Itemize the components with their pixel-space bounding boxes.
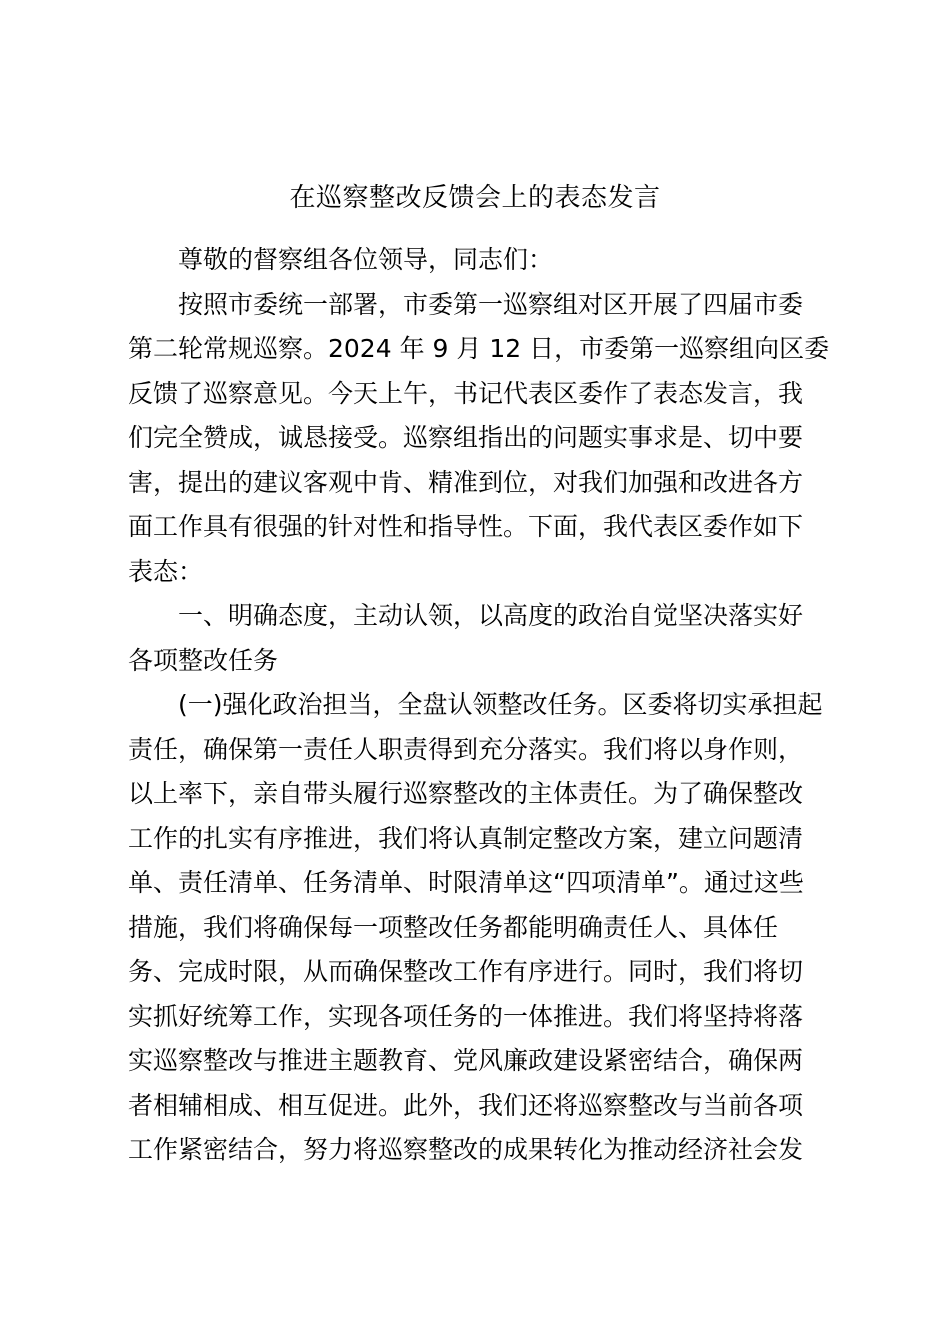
paragraph-line: 第二轮常规巡察。2024 年 9 月 12 日，市委第一巡察组向区委 bbox=[128, 334, 830, 363]
document-title: 在巡察整改反馈会上的表态发言 bbox=[289, 183, 661, 213]
paragraph-line: 反馈了巡察意见。今天上午，书记代表区委作了表态发言，我 bbox=[128, 378, 804, 408]
subsection-line: 以上率下，亲自带头履行巡察整改的主体责任。为了确保整改 bbox=[128, 779, 804, 808]
paragraph-line: 表态： bbox=[128, 556, 204, 586]
subsection-line: 责任，确保第一责任人职责得到充分落实。我们将以身作则， bbox=[128, 734, 804, 764]
paragraph-line: 们完全赞成，诚恳接受。巡察组指出的问题实事求是、切中要 bbox=[128, 423, 804, 452]
subsection-line: 实巡察整改与推进主题教育、党风廉政建设紧密结合，确保两 bbox=[128, 1046, 804, 1075]
subsection-line: 工作紧密结合，努力将巡察整改的成果转化为推动经济社会发 bbox=[128, 1135, 804, 1164]
subsection-line: (一)强化政治担当，全盘认领整改任务。区委将切实承担起 bbox=[178, 690, 823, 719]
section-heading bbox=[128, 594, 822, 683]
paragraph-line: 面工作具有很强的针对性和指导性。下面，我代表区委作如下 bbox=[128, 512, 804, 541]
subsection-line: 措施，我们将确保每一项整改任务都能明确责任人、具体任 bbox=[128, 912, 779, 942]
document-body bbox=[128, 238, 830, 1173]
subsection-line: 工作的扎实有序推进，我们将认真制定整改方案，建立问题清 bbox=[128, 823, 804, 853]
salutation bbox=[128, 238, 822, 283]
subsection-line: 单、责任清单、任务清单、时限清单这“四项清单”。通过这些 bbox=[128, 868, 804, 897]
heading-line: 各项整改任务 bbox=[128, 645, 279, 675]
intro-paragraph bbox=[128, 283, 830, 595]
subsection-line: 者相辅相成、相互促进。此外，我们还将巡察整改与当前各项 bbox=[128, 1090, 804, 1120]
heading-line: 一、明确态度，主动认领，以高度的政治自觉坚决落实好 bbox=[178, 601, 804, 630]
subsection-line: 实抓好统筹工作，实现各项任务的一体推进。我们将坚持将落 bbox=[128, 1001, 804, 1031]
subsection-line: 务、完成时限，从而确保整改工作有序进行。同时，我们将切 bbox=[128, 957, 804, 986]
paragraph-line: 害，提出的建议客观中肯、精准到位，对我们加强和改进各方 bbox=[128, 467, 804, 497]
subsection-paragraph bbox=[128, 683, 822, 1173]
salutation-line: 尊敬的督察组各位领导，同志们： bbox=[178, 245, 554, 274]
paragraph-line: 按照市委统一部署，市委第一巡察组对区开展了四届市委 bbox=[178, 289, 804, 319]
